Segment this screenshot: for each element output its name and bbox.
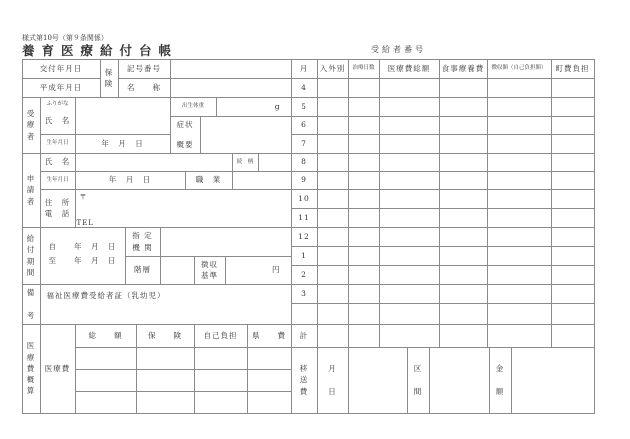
total-cell[interactable] [348, 324, 380, 348]
class-label: 階層 [125, 256, 161, 285]
ledger-cell[interactable] [551, 303, 595, 325]
ledger-cell[interactable] [439, 78, 488, 98]
patient-name-label: 氏 名 [44, 115, 71, 125]
ledger-cell[interactable] [348, 227, 380, 247]
ledger-cell[interactable] [487, 153, 552, 172]
recipient-number-label: 受給者番号 [371, 45, 426, 54]
issue-date-label: 交付年月日 [22, 59, 101, 79]
insurer-name-label: 名 称 [118, 78, 171, 98]
ledger-cell[interactable] [439, 265, 488, 285]
ledger-cell[interactable] [348, 189, 380, 209]
month-cell: 1 [291, 246, 318, 266]
ledger-cell[interactable] [439, 208, 488, 228]
designated-institution-field[interactable] [160, 227, 292, 257]
ledger-cell[interactable] [439, 116, 488, 135]
ledger-header: 入外別 [317, 59, 349, 79]
summary-cell[interactable] [136, 347, 195, 370]
symbol-number-field[interactable] [170, 59, 292, 79]
summary-cell[interactable] [247, 391, 292, 414]
summary-col-header: 総 額 [75, 324, 137, 348]
month-cell: 8 [291, 153, 318, 172]
summary-cell[interactable] [247, 347, 292, 370]
summary-cell[interactable] [194, 391, 248, 414]
ledger-cell[interactable] [379, 303, 440, 325]
ledger-cell[interactable] [551, 265, 595, 285]
month-cell: 3 [291, 284, 318, 304]
patient-birthdate-field[interactable]: 年 月 日 [75, 134, 171, 154]
collection-standard-field[interactable]: 円 [225, 256, 292, 285]
designated-institution-label: 指 定 機 関 [125, 227, 161, 257]
ledger-header: 月 [291, 59, 318, 79]
address-field[interactable] [75, 189, 292, 228]
ledger-cell[interactable] [348, 284, 380, 304]
tel-label: TEL [76, 219, 94, 227]
ledger-cell[interactable] [487, 116, 552, 135]
summary-cell[interactable] [75, 347, 137, 370]
ledger-cell[interactable] [439, 134, 488, 154]
ledger-cell[interactable] [439, 284, 488, 304]
ledger-cell[interactable] [348, 153, 380, 172]
ledger-cell[interactable] [317, 171, 349, 190]
birth-weight-field[interactable]: g [216, 97, 292, 117]
ledger-cell[interactable] [487, 284, 552, 304]
month-cell: 7 [291, 134, 318, 154]
ledger-cell[interactable] [551, 227, 595, 247]
patient-name-field[interactable] [75, 97, 171, 135]
ledger-cell[interactable] [379, 208, 440, 228]
ledger-cell[interactable] [317, 153, 349, 172]
class-field[interactable] [160, 256, 195, 285]
total-cell[interactable] [379, 324, 440, 348]
summary-col-header: 保 険 [136, 324, 195, 348]
ledger-cell[interactable] [439, 303, 488, 325]
ledger-cell[interactable] [317, 284, 349, 304]
applicant-birthdate-field[interactable]: 年 月 日 [75, 171, 186, 190]
ledger-cell[interactable] [439, 246, 488, 266]
ledger-header: 町費負担 [551, 59, 595, 79]
ledger-cell[interactable] [348, 171, 380, 190]
issue-date-value: 平成年月日 [22, 78, 101, 98]
ledger-cell[interactable] [379, 171, 440, 190]
relation-label: 続 柄 [232, 153, 259, 172]
ledger-header: 医療費総額 [379, 59, 440, 79]
period-from: 自 年 月 日 [48, 242, 117, 252]
insurance-label: 保 険 [100, 59, 119, 98]
total-cell[interactable] [439, 324, 488, 348]
relation-field[interactable] [258, 153, 292, 172]
ledger-cell[interactable] [348, 265, 380, 285]
month-cell: 6 [291, 116, 318, 135]
applicant-name-field[interactable] [75, 153, 233, 172]
furigana-label: ふりがな [40, 97, 76, 135]
ledger-cell[interactable] [551, 153, 595, 172]
ledger-cell[interactable] [317, 227, 349, 247]
symptoms-label: 症状 [170, 116, 201, 154]
period-section-label: 給 付 期 間 [22, 227, 41, 285]
ledger-cell[interactable] [379, 265, 440, 285]
patient-section-label: 受 療 者 [22, 97, 41, 154]
transport-date-label: 月 日 [317, 347, 349, 414]
summary-cell[interactable] [194, 347, 248, 370]
ledger-cell[interactable] [487, 303, 552, 325]
ledger-cell[interactable] [487, 227, 552, 247]
ledger-cell[interactable] [487, 97, 552, 117]
ledger-cell[interactable] [487, 189, 552, 209]
form-code: 様式第10号（第９条関係） [22, 34, 108, 42]
symbol-number-label: 記号番号 [118, 59, 171, 79]
form-title: 養育医療給付台帳 [22, 43, 179, 58]
ledger-cell[interactable] [551, 78, 595, 98]
summary-cell[interactable] [247, 369, 292, 392]
ledger-cell[interactable] [551, 208, 595, 228]
summary-cell[interactable] [136, 369, 195, 392]
ledger-cell[interactable] [379, 78, 440, 98]
ledger-cell[interactable] [379, 134, 440, 154]
ledger-cell[interactable] [439, 227, 488, 247]
summary-cell[interactable] [136, 391, 195, 414]
insurer-name-field[interactable] [170, 78, 292, 98]
birth-weight-label: 出生体重 [170, 97, 217, 117]
medical-cost-label: 医療費 [40, 324, 76, 414]
ledger-cell[interactable] [551, 284, 595, 304]
month-cell [291, 303, 318, 325]
ledger-cell[interactable] [379, 97, 440, 117]
ledger-cell[interactable] [317, 265, 349, 285]
ledger-cell[interactable] [439, 97, 488, 117]
total-label: 計 [291, 324, 318, 348]
ledger-cell[interactable] [551, 97, 595, 117]
ledger-header: 徴収額（自己負担額） [487, 59, 552, 79]
transport-section-field[interactable] [429, 347, 490, 414]
transport-section-label: 区 間 [407, 347, 430, 414]
total-cell[interactable] [317, 324, 349, 348]
ledger-cell[interactable] [487, 171, 552, 190]
transport-amount-field[interactable] [511, 347, 595, 414]
total-cell[interactable] [487, 324, 552, 348]
overview-label: 概要 [176, 139, 194, 149]
ledger-cell[interactable] [317, 116, 349, 135]
transport-date-field[interactable] [348, 347, 408, 414]
ledger-header: 治療日数 [348, 59, 380, 79]
ledger-cell[interactable] [348, 208, 380, 228]
ledger-cell[interactable] [348, 97, 380, 117]
collection-standard-label: 徴収 基準 [194, 256, 226, 285]
occupation-label: 職 業 [185, 171, 233, 190]
ledger-cell[interactable] [317, 78, 349, 98]
address-phone-label: 住 所 電 話 [40, 189, 76, 228]
ledger-cell[interactable] [379, 116, 440, 135]
applicant-section-label: 申 請 者 [22, 153, 41, 228]
month-cell: 10 [291, 189, 318, 209]
ledger-cell[interactable] [348, 78, 380, 98]
month-cell: 4 [291, 78, 318, 98]
ledger-cell[interactable] [487, 134, 552, 154]
summary-cell[interactable] [75, 369, 137, 392]
summary-section-label: 医 療 費 概 算 [22, 324, 41, 414]
applicant-birthdate-label: 生年月日 [40, 171, 76, 190]
ledger-cell[interactable] [348, 134, 380, 154]
ledger-cell[interactable] [379, 227, 440, 247]
patient-birthdate-label: 生年月日 [40, 134, 76, 154]
ledger-cell[interactable] [487, 78, 552, 98]
symptoms-field[interactable] [200, 116, 292, 154]
ledger-cell[interactable] [317, 189, 349, 209]
ledger-cell[interactable] [439, 189, 488, 209]
transport-cost-label: 移 送 費 [291, 347, 318, 414]
ledger-cell[interactable] [348, 116, 380, 135]
ledger-cell[interactable] [317, 134, 349, 154]
ledger-header: 食事療養費 [439, 59, 488, 79]
ledger-cell[interactable] [551, 189, 595, 209]
ledger-cell[interactable] [348, 303, 380, 325]
month-cell: 5 [291, 97, 318, 117]
ledger-cell[interactable] [487, 265, 552, 285]
period-to: 至 年 月 日 [48, 256, 117, 266]
month-cell: 9 [291, 171, 318, 190]
ledger-cell[interactable] [379, 153, 440, 172]
summary-col-header: 県 費 [247, 324, 292, 348]
applicant-name-label: 氏 名 [40, 153, 76, 172]
summary-col-header: 自己負担 [194, 324, 248, 348]
ledger-cell[interactable] [551, 134, 595, 154]
ledger-cell[interactable] [439, 171, 488, 190]
occupation-field[interactable] [232, 171, 292, 190]
ledger-cell[interactable] [487, 208, 552, 228]
month-cell: 11 [291, 208, 318, 228]
ledger-cell[interactable] [317, 208, 349, 228]
ledger-cell[interactable] [317, 303, 349, 325]
remarks-section-label: 備 考 [22, 284, 41, 325]
postal-mark: 〒 [79, 192, 88, 201]
ledger-cell[interactable] [551, 246, 595, 266]
ledger-cell[interactable] [439, 153, 488, 172]
summary-cell[interactable] [75, 391, 137, 414]
ledger-cell[interactable] [379, 246, 440, 266]
summary-cell[interactable] [194, 369, 248, 392]
ledger-cell[interactable] [487, 246, 552, 266]
ledger-cell[interactable] [317, 97, 349, 117]
ledger-cell[interactable] [379, 189, 440, 209]
ledger-cell[interactable] [551, 171, 595, 190]
month-cell: 12 [291, 227, 318, 247]
ledger-cell[interactable] [317, 246, 349, 266]
transport-amount-label: 金 額 [489, 347, 512, 414]
ledger-cell[interactable] [551, 116, 595, 135]
ledger-cell[interactable] [348, 246, 380, 266]
total-cell[interactable] [551, 324, 595, 348]
ledger-cell[interactable] [379, 284, 440, 304]
month-cell: 2 [291, 265, 318, 285]
remarks-text[interactable]: 福祉医療費受給者証（乳幼児） [40, 284, 292, 325]
